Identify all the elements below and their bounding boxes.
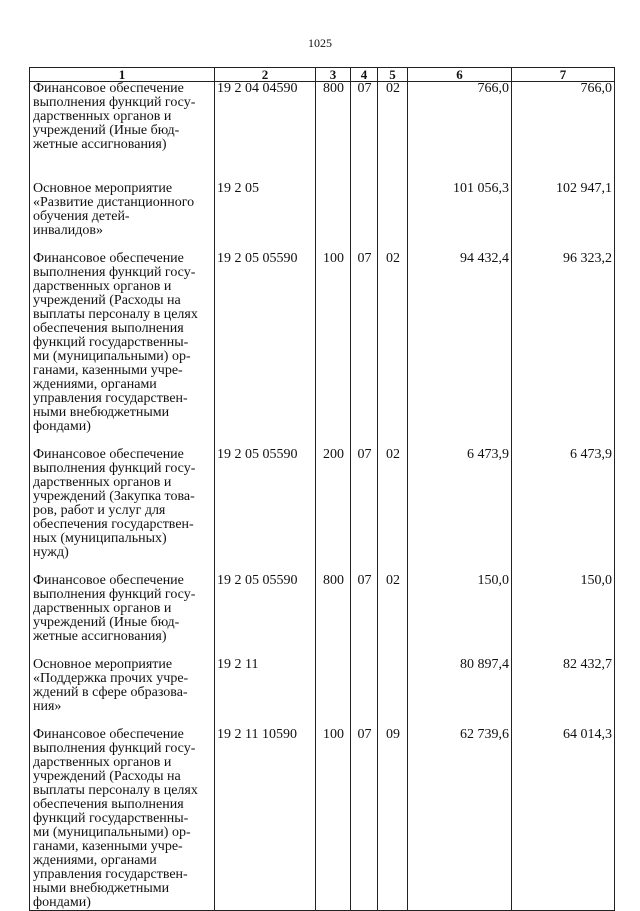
row-name-line: выполнения функций госу- [33,265,196,280]
spacer-cell [408,238,512,252]
row-name-line: выполнения функций госу- [33,587,196,602]
spacer-cell [215,152,316,182]
row-name-line: функций государственны- [33,335,189,350]
row-name-line: жетные ассигнования) [33,137,167,152]
spacer-cell [316,560,351,574]
spacer-cell [378,714,408,728]
subsection-cell: 02 [378,252,408,434]
column-header: 6 [408,68,512,82]
row-name-cell [30,448,215,560]
amount-year2-cell: 150,0 [512,574,615,644]
row-spacer [30,560,615,574]
row-name-cell [30,252,215,434]
spacer-cell [512,152,615,182]
row-name-line: ганами, казенными учре- [33,839,183,854]
row-name-line: Финансовое обеспечение [33,447,184,462]
amount-year1-cell: 94 432,4 [408,252,512,434]
spacer-cell [30,238,215,252]
row-name-line: ми (муниципальными) ор- [33,349,191,364]
section-cell: 07 [351,728,378,911]
target-code-cell: 19 2 05 [215,182,316,238]
spacer-cell [316,644,351,658]
column-header: 2 [215,68,316,82]
row-name-cell [30,82,215,153]
spacer-cell [378,152,408,182]
row-name-line: Финансовое обеспечение [33,81,184,96]
spacer-cell [351,714,378,728]
row-name-line: «Развитие дистанционного [33,195,195,210]
row-name-line: нужд) [33,545,69,560]
row-name-line: дарственных органов и [33,755,172,770]
row-name-line: дарственных органов и [33,475,172,490]
spacer-cell [408,560,512,574]
row-name-line: выплаты персоналу в целях [33,307,198,322]
row-name-line: ров, работ и услуг для [33,503,166,518]
spacer-cell [351,560,378,574]
expense-type-cell [316,182,351,238]
row-name-line: Основное мероприятие [33,181,173,196]
section-cell [351,658,378,714]
row-name-line: учреждений (Иные бюд- [33,615,180,630]
table-body [30,82,615,911]
spacer-cell [351,238,378,252]
row-name-line: управления государствен- [33,391,188,406]
subsection-cell: 02 [378,574,408,644]
table-row [30,448,615,560]
target-code-cell: 19 2 05 05590 [215,448,316,560]
row-name-line: Финансовое обеспечение [33,251,184,266]
amount-year2-cell: 64 014,3 [512,728,615,911]
spacer-cell [378,560,408,574]
header-row [30,68,615,82]
row-name-cell [30,728,215,911]
spacer-cell [378,238,408,252]
spacer-cell [351,434,378,448]
amount-year1-cell: 150,0 [408,574,512,644]
row-name-cell [30,182,215,238]
row-name-cell [30,658,215,714]
spacer-cell [512,238,615,252]
row-name-line: Финансовое обеспечение [33,573,184,588]
spacer-cell [215,238,316,252]
amount-year1-cell: 766,0 [408,82,512,153]
spacer-cell [215,434,316,448]
spacer-cell [316,238,351,252]
row-name-line: дарственных органов и [33,279,172,294]
row-name-line: ми (муниципальными) ор- [33,825,191,840]
column-header: 1 [30,68,215,82]
spacer-cell [30,434,215,448]
row-name-line: выполнения функций госу- [33,95,196,110]
row-name-line: ганами, казенными учре- [33,363,183,378]
row-name-line: учреждений (Расходы на [33,769,181,784]
table-row [30,658,615,714]
row-spacer [30,152,615,182]
row-name-line: дарственных органов и [33,109,172,124]
column-header: 4 [351,68,378,82]
row-name-line: ными внебюджетными [33,881,170,896]
expense-type-cell: 100 [316,728,351,911]
row-name-line: функций государственны- [33,811,189,826]
subsection-cell [378,182,408,238]
spacer-cell [215,714,316,728]
target-code-cell: 19 2 05 05590 [215,574,316,644]
row-name-line: обеспечения выполнения [33,797,184,812]
row-name-line: Основное мероприятие [33,657,173,672]
spacer-cell [378,434,408,448]
budget-table [29,67,615,911]
row-name-line: учреждений (Закупка това- [33,489,195,504]
row-name-line: управления государствен- [33,867,188,882]
subsection-cell: 02 [378,448,408,560]
amount-year1-cell: 62 739,6 [408,728,512,911]
row-name-line: обеспечения государствен- [33,517,194,532]
spacer-cell [408,644,512,658]
spacer-cell [30,714,215,728]
row-name-line: ных (муниципальных) [33,531,167,546]
amount-year2-cell: 96 323,2 [512,252,615,434]
amount-year2-cell: 766,0 [512,82,615,153]
row-name-line: ния» [33,699,62,714]
spacer-cell [316,714,351,728]
row-name-line: инвалидов» [33,223,103,238]
row-name-line: ными внебюджетными [33,405,170,420]
amount-year2-cell: 82 432,7 [512,658,615,714]
row-name-line: ждениями, органами [33,377,157,392]
row-name-line: учреждений (Расходы на [33,293,181,308]
page-number: 1025 [308,36,332,50]
row-name-line: Финансовое обеспечение [33,727,184,742]
row-name-line: ждений в сфере образова- [33,685,188,700]
section-cell [351,182,378,238]
row-name-line: ждениями, органами [33,853,157,868]
spacer-cell [30,644,215,658]
amount-year1-cell: 101 056,3 [408,182,512,238]
expense-type-cell: 200 [316,448,351,560]
amount-year1-cell: 6 473,9 [408,448,512,560]
spacer-cell [512,560,615,574]
subsection-cell: 09 [378,728,408,911]
spacer-cell [512,714,615,728]
spacer-cell [512,434,615,448]
table-row [30,728,615,911]
target-code-cell: 19 2 11 10590 [215,728,316,911]
spacer-cell [215,560,316,574]
row-name-line: дарственных органов и [33,601,172,616]
row-name-line: обучения детей- [33,209,130,224]
section-cell: 07 [351,82,378,153]
row-spacer [30,434,615,448]
section-cell: 07 [351,448,378,560]
spacer-cell [378,644,408,658]
spacer-cell [351,152,378,182]
spacer-cell [30,560,215,574]
subsection-cell [378,658,408,714]
table-row [30,574,615,644]
column-header: 3 [316,68,351,82]
spacer-cell [408,434,512,448]
row-name-line: «Поддержка прочих учре- [33,671,189,686]
column-header: 7 [512,68,615,82]
row-spacer [30,714,615,728]
target-code-cell: 19 2 11 [215,658,316,714]
spacer-cell [512,644,615,658]
row-spacer [30,238,615,252]
row-name-line: обеспечения выполнения [33,321,184,336]
column-header: 5 [378,68,408,82]
expense-type-cell: 800 [316,82,351,153]
spacer-cell [215,644,316,658]
amount-year1-cell: 80 897,4 [408,658,512,714]
expense-type-cell: 800 [316,574,351,644]
row-name-line: учреждений (Иные бюд- [33,123,180,138]
amount-year2-cell: 6 473,9 [512,448,615,560]
amount-year2-cell: 102 947,1 [512,182,615,238]
row-name-line: выполнения функций госу- [33,741,196,756]
spacer-cell [351,644,378,658]
row-name-line: фондами) [33,419,91,434]
table-row [30,252,615,434]
row-name-line: фондами) [33,895,91,910]
row-spacer [30,644,615,658]
row-name-line: выполнения функций госу- [33,461,196,476]
expense-type-cell [316,658,351,714]
row-name-line: жетные ассигнования) [33,629,167,644]
spacer-cell [316,434,351,448]
subsection-cell: 02 [378,82,408,153]
spacer-cell [408,714,512,728]
spacer-cell [408,152,512,182]
table-row [30,182,615,238]
section-cell: 07 [351,574,378,644]
row-name-cell [30,574,215,644]
row-name-line: выплаты персоналу в целях [33,783,198,798]
target-code-cell: 19 2 05 05590 [215,252,316,434]
spacer-cell [30,152,215,182]
expense-type-cell: 100 [316,252,351,434]
spacer-cell [316,152,351,182]
table-row [30,82,615,153]
section-cell: 07 [351,252,378,434]
target-code-cell: 19 2 04 04590 [215,82,316,153]
